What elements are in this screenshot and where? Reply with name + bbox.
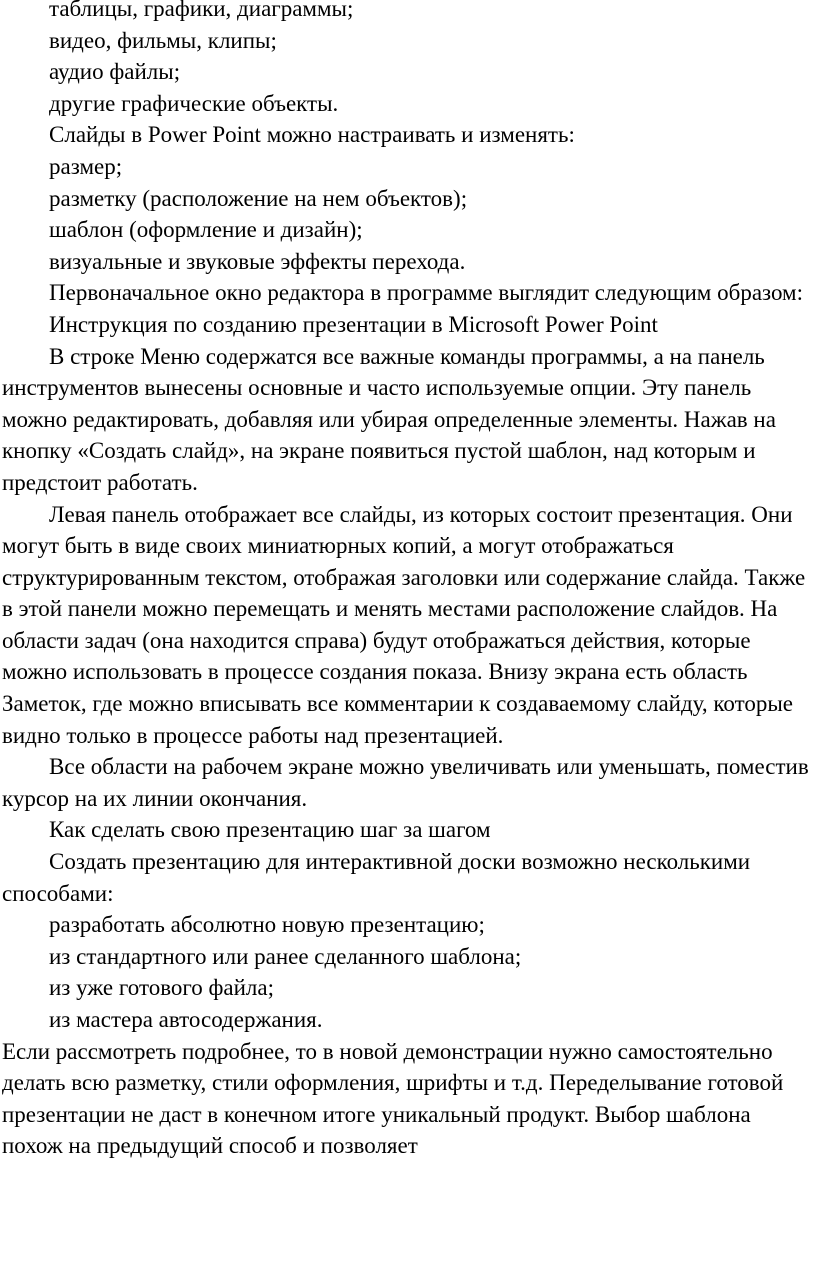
list-item-graphics: другие графические объекты. bbox=[49, 90, 339, 116]
paragraph-instruction-heading: Инструкция по созданию презентации в Microsoft Power Point bbox=[49, 311, 658, 337]
list-item-audio: аудио файлы; bbox=[49, 59, 181, 85]
list-item-video: видео, фильмы, клипы; bbox=[49, 27, 277, 53]
paragraph-editor-window: Первоначальное окно редактора в программе выглядит следующим образом: bbox=[49, 280, 803, 306]
paragraph-ways-to-create: Создать презентацию для интерактивной доски возможно несколькими способами: bbox=[2, 849, 751, 906]
list-item-tables: таблицы, графики, диаграммы; bbox=[49, 0, 354, 21]
paragraph-slides-settings: Слайды в Power Point можно настраивать и изменять: bbox=[49, 122, 575, 148]
document-body bbox=[2, 0, 814, 1162]
list-item-from-file: из уже готового файла; bbox=[49, 975, 275, 1001]
list-item-new-presentation: разработать абсолютно новую презентацию; bbox=[49, 912, 485, 938]
list-item-from-template: из стандартного или ранее сделанного шаблона; bbox=[49, 943, 522, 969]
paragraph-left-panel: Левая панель отображает все слайды, из которых состоит презентация. Они могут быть в виде своих миниатюрных копий, а могут отображаться структурированным текстом, отображая заголовки или содержание слайда. Также в этой панели можно перемещать и менять местами расположение слайдов. На области задач (она находится справа) будут отображаться действия, которые можно использовать в процессе создания показа. Внизу экрана есть область Заметок, где можно вписывать все комментарии к создаваемому слайду, которые видно только в процессе работы над презентацией. bbox=[2, 501, 806, 748]
list-item-size: размер; bbox=[49, 153, 123, 179]
list-item-effects: визуальные и звуковые эффекты перехода. bbox=[49, 248, 466, 274]
list-item-from-wizard: из мастера автосодержания. bbox=[49, 1007, 323, 1032]
list-item-layout: разметку (расположение на нем объектов); bbox=[49, 185, 468, 211]
paragraph-details: Если рассмотреть подробнее, то в новой демонстрации нужно самостоятельно делать всю разметку, стили оформления, шрифты и т.д. Переделывание готовой презентации не даст в конечном итоге уникальный продукт. Выбор шаблона похож на предыдущий способ и позволяет bbox=[2, 1038, 784, 1159]
paragraph-resize-areas: Все области на рабочем экране можно увеличивать или уменьшать, поместив курсор на их линии окончания. bbox=[2, 754, 809, 811]
list-item-template: шаблон (оформление и дизайн); bbox=[49, 217, 363, 243]
paragraph-step-by-step-heading: Как сделать свою презентацию шаг за шагом bbox=[49, 817, 491, 843]
paragraph-menu-bar: В строке Меню содержатся все важные команды программы, а на панель инструментов вынесены основные и часто используемые опции. Эту панель можно редактировать, добавляя или убирая определенные элементы. Нажав на кнопку «Создать слайд», на экране появиться пустой шаблон, над которым и предстоит работать. bbox=[2, 343, 776, 495]
